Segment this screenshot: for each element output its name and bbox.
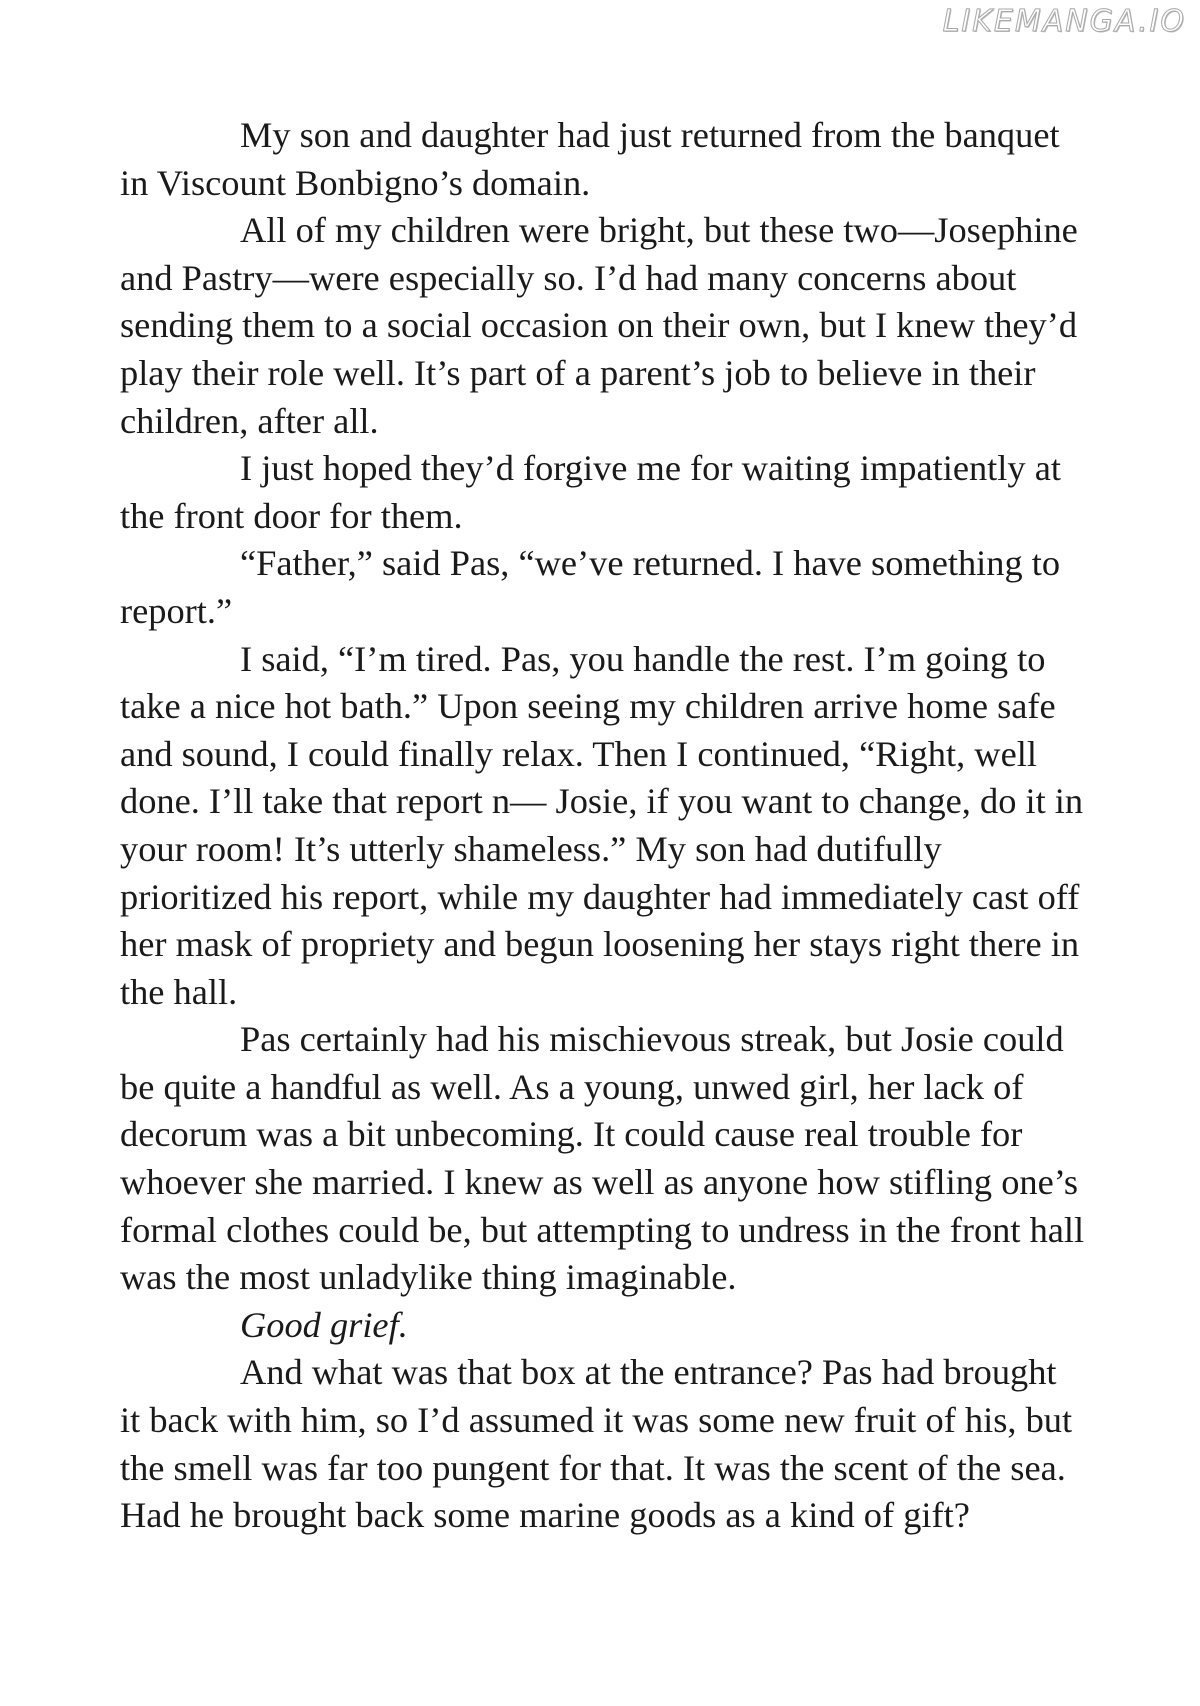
paragraph: And what was that box at the entrance? Pas had brought it back with him, so I’d assumed it was some new fruit of his, but the smell was far too pungent for that. It was the scent of the sea. Had he brought back some marine goods as a kind of gift? [120,1352,1073,1536]
site-watermark: LIKEMANGA.IO [942,4,1186,39]
paragraph: I said, “I’m tired. Pas, you handle the rest. I’m going to take a nice hot bath.” Upon seeing my children arrive home safe and sound, I could finally relax. Then I continued, “Right, well done. I’ll take that report n— Josie, if you want to change, do it in your room! It’s utterly shameless.” My son had dutifully prioritized his report, while my daughter had immediately cast off her mask of propriety and begun loosening her stays right there in the hall. [120,638,1084,1012]
paragraph: Pas certainly had his mischievous streak, but Josie could be quite a handful as well. As a young, unwed girl, her lack of decorum was a bit unbecoming. It could cause real trouble for whoever she married. I knew as well as anyone how stifling one’s formal clothes could be, but attempting to undress in the front hall was the most unladylike thing imaginable. [120,1019,1085,1298]
paragraph: I just hoped they’d forgive me for waiting impatiently at the front door for them. [120,448,1061,536]
novel-page-text [120,112,1085,1540]
paragraph: All of my children were bright, but these two—Josephine and Pastry—were especially so. I’d had many concerns about sending them to a social occasion on their own, but I knew they’d play their role well. It’s part of a parent’s job to believe in their children, after all. [120,210,1078,441]
paragraph: “Father,” said Pas, “we’ve returned. I have something to report.” [120,543,1061,631]
paragraph: My son and daughter had just returned from the banquet in Viscount Bonbigno’s domain. [120,115,1060,203]
paragraph-italic: Good grief. [240,1304,408,1345]
